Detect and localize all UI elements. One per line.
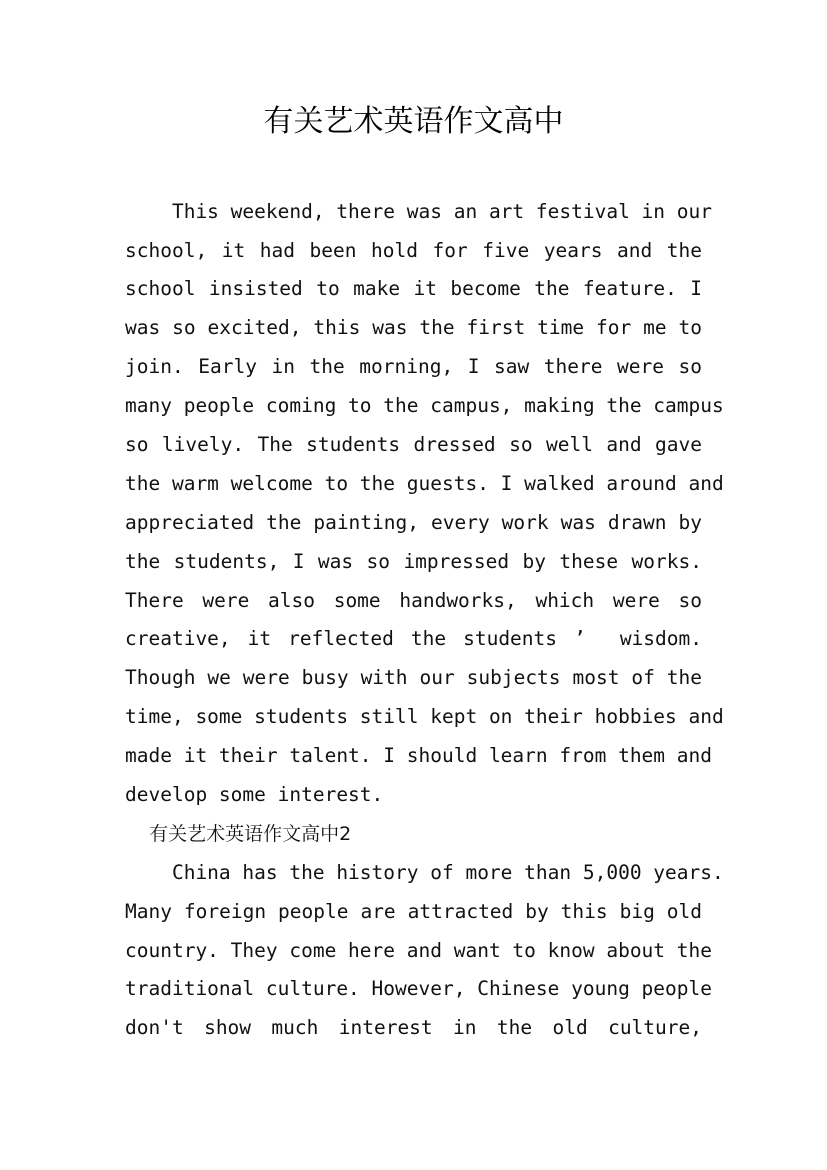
text-line: Many foreign people are attracted by this big old xyxy=(125,900,702,923)
text-line: many people coming to the campus, making the campus xyxy=(125,394,724,417)
text-line: There were also some handworks, which were so xyxy=(125,589,702,612)
text-line: join. Early in the morning, I saw there were so xyxy=(125,355,702,378)
section-heading: 有关艺术英语作文高中2 xyxy=(125,823,352,845)
text-line: the warm welcome to the guests. I walked around and xyxy=(125,472,724,495)
text-line: so lively. The students dressed so well and gave xyxy=(125,433,702,456)
text-line: creative, it reflected the students ’ wisdom. xyxy=(125,627,702,650)
text-line: don't show much interest in the old culture, xyxy=(125,1016,702,1039)
text-line: develop some interest. xyxy=(125,783,384,806)
text-line: was so excited, this was the first time for me to xyxy=(125,316,702,339)
text-line: made it their talent. I should learn from them and xyxy=(125,744,712,767)
text-line: China has the history of more than 5,000 years. xyxy=(125,861,724,884)
text-line: This weekend, there was an art festival in our xyxy=(125,200,712,223)
text-line: school, it had been hold for five years and the xyxy=(125,239,702,262)
text-line: Though we were busy with our subjects most of the xyxy=(125,666,702,689)
text-line: country. They come here and want to know about the xyxy=(125,939,712,962)
text-line: school insisted to make it become the feature. I xyxy=(125,277,702,300)
text-line: time, some students still kept on their hobbies and xyxy=(125,705,724,728)
text-line: traditional culture. However, Chinese young people xyxy=(125,977,712,1000)
document-title: 有关艺术英语作文高中 xyxy=(263,104,564,139)
text-line: appreciated the painting, every work was drawn by xyxy=(125,511,702,534)
text-line: the students, I was so impressed by these works. xyxy=(125,550,702,573)
